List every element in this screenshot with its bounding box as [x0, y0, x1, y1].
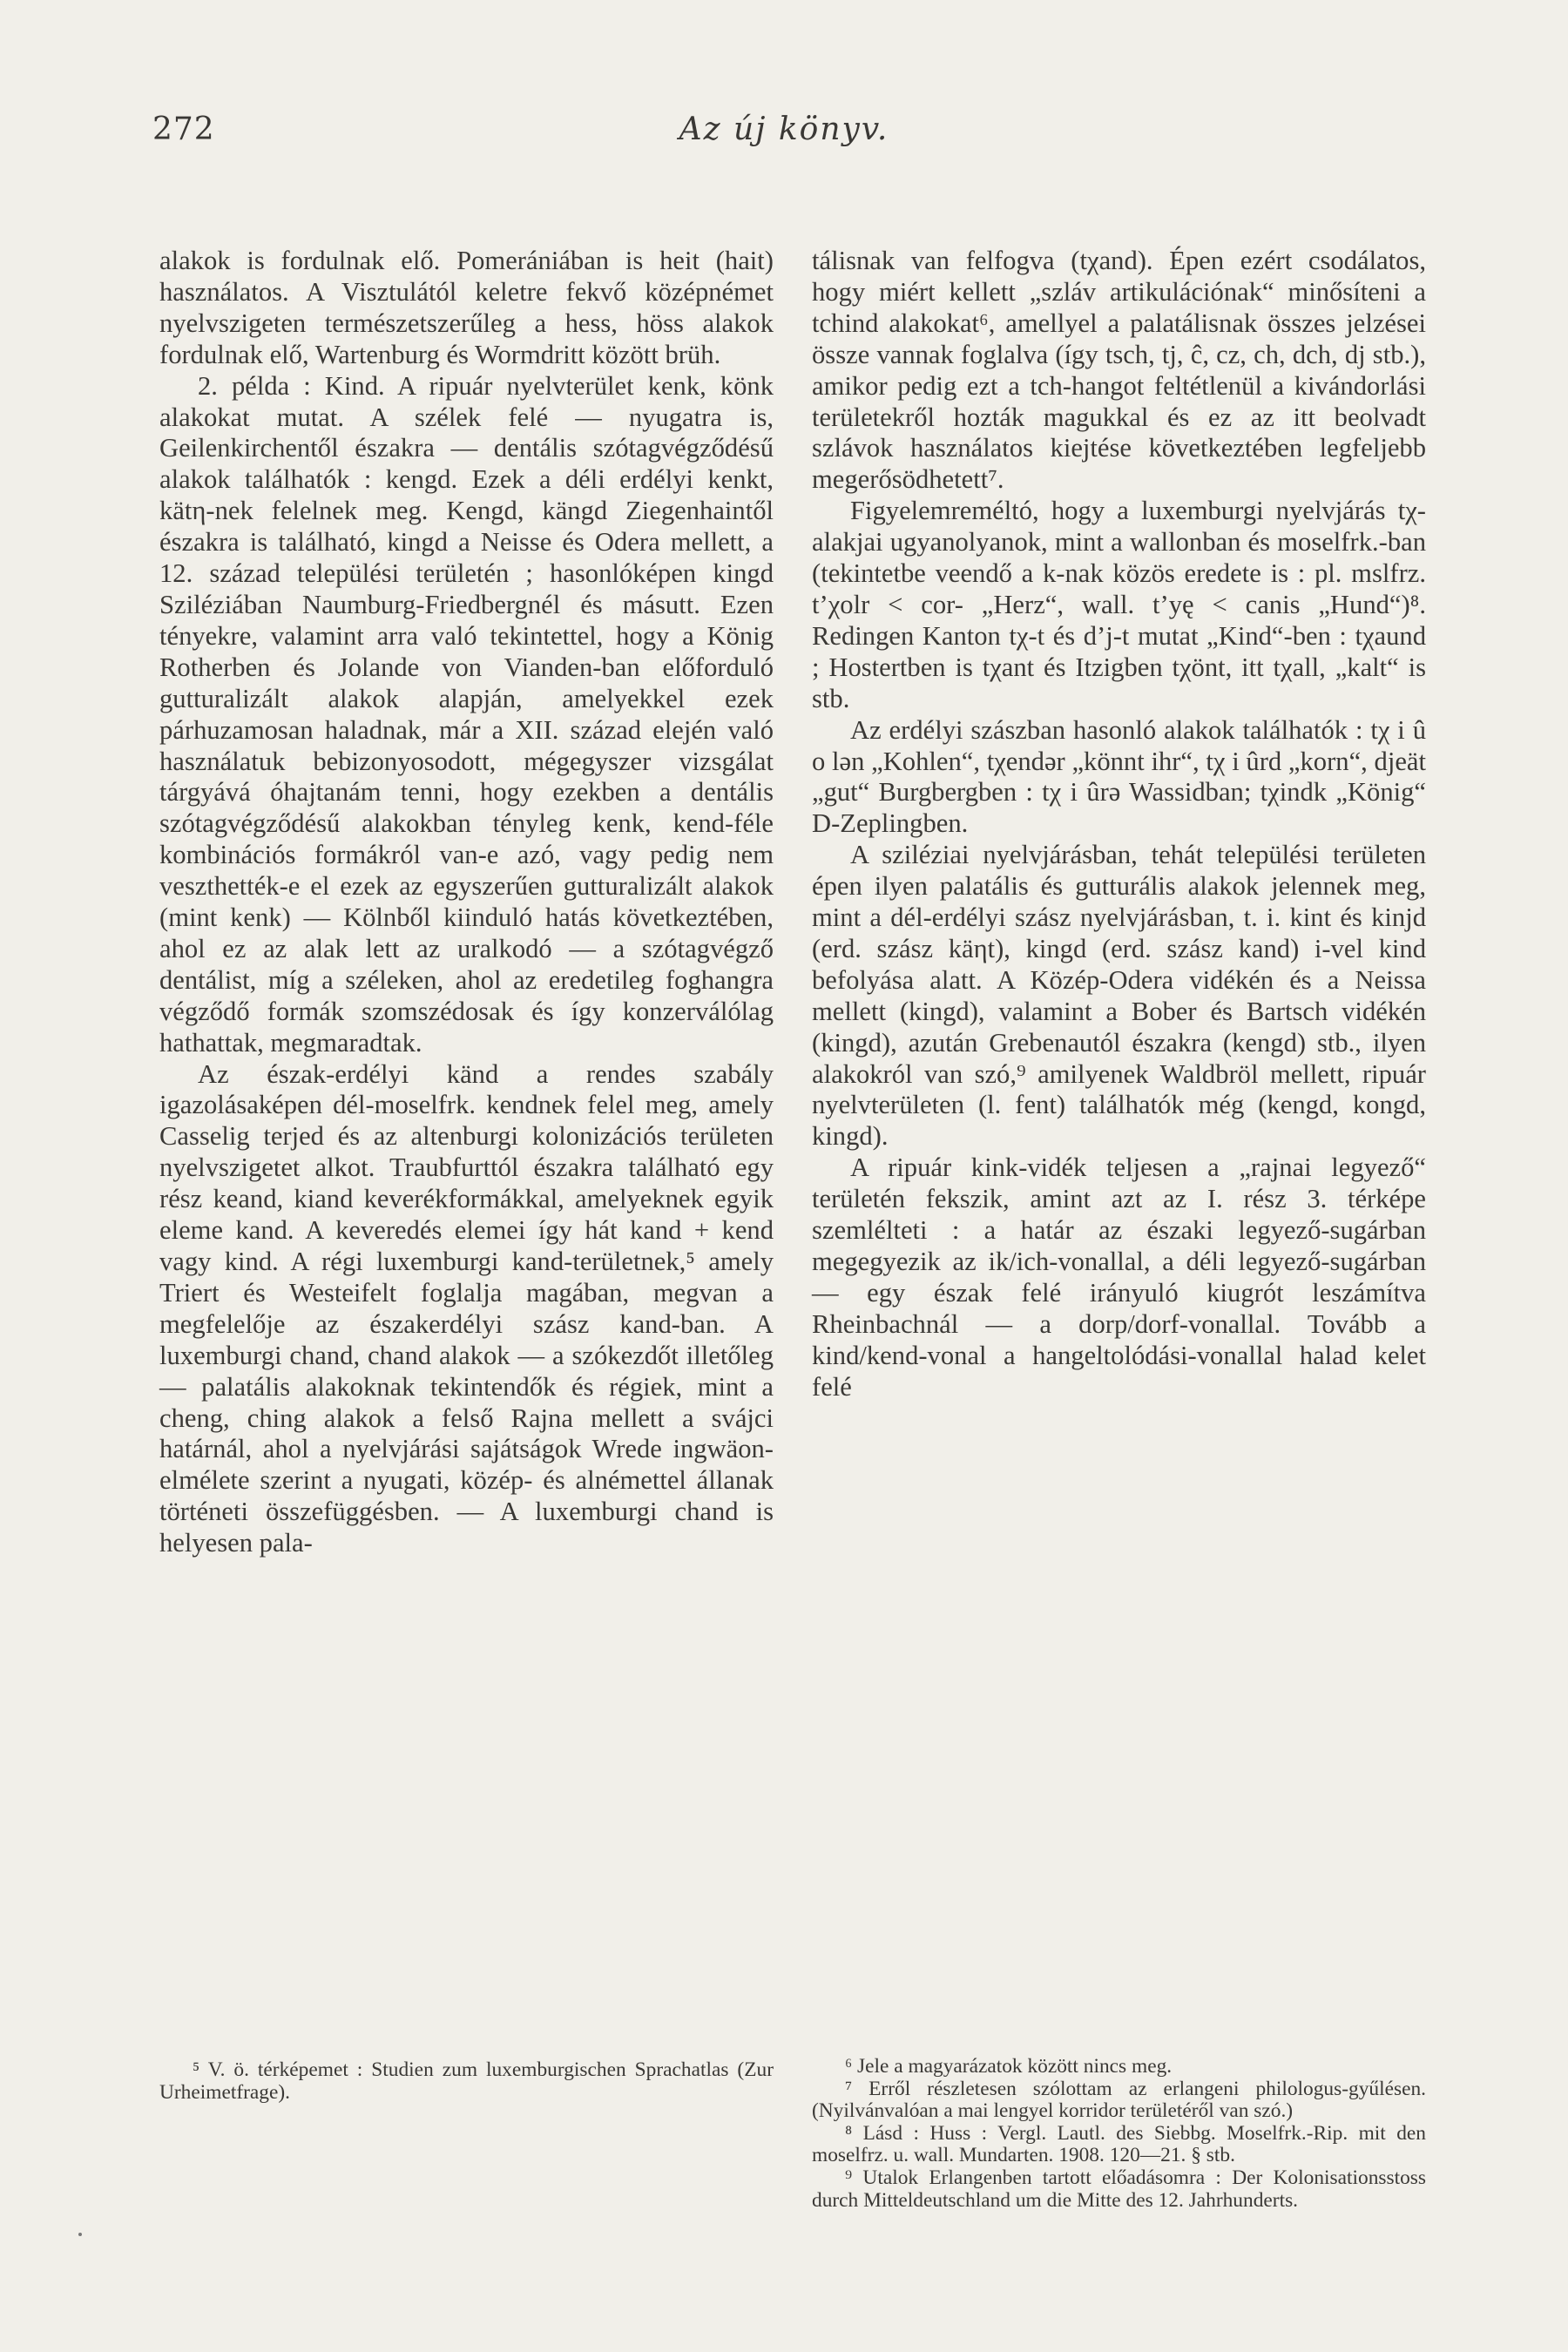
paragraph: alakok is fordulnak elő. Pomerániában is heit (hait) használatos. A Visztulától keletre fekvő középnémet nyelvszigeten természetszerűleg a hess, höss alakok fordulnak elő, Wartenburg és Wormdritt között brüh. — [159, 246, 774, 369]
page-number: 272 — [152, 112, 215, 147]
paragraph: Figyelemreméltó, hogy a luxemburgi nyelvjárás tχ-alakjai ugyanolyanok, mint a wallonban és moselfrk.-ban (tekintetbe veendő a k-nak közös eredete is : pl. mslfrz. t’χolr < cor- „Herz“, wall. t’yę < canis „Hund“)⁸. Redingen Kanton tχ-t és d’j-t mutat „Kind“-ben : tχaund ; Hostertben is tχant és Itzigben tχönt, itt tχall, „kalt“ is stb. — [812, 496, 1426, 713]
page-header — [152, 112, 1416, 155]
right-column — [812, 246, 1426, 1403]
paragraph: Az észak-erdélyi känd a rendes szabály igazolásaképen dél-moselfrk. kendnek felel meg, amely Casselig terjed és az altenburgi kolonizációs területen nyelvszigetet alkot. Traubfurttól északra található egy rész keand, kiand keverékformákkal, amelyeknek egyik eleme kand. A keveredés elemei így hát kand + kend vagy kind. A régi luxemburgi kand-területnek,⁵ amely Triert és Westeifelt foglalja magában, megvan a megfelelője az északerdélyi szász kand-ban. A luxemburgi chand, chand alakok — a szókezdőt illetőleg — palatális alakoknak tekintendők és régiek, mint a cheng, ching alakok a felső Rajna mellett a svájci határnál, ahol a nyelvjárási sajátságok Wrede ingwäon-elmélete szerint a nyugati, közép- és alnémettel állanak történeti összefüggésben. — A luxemburgi chand is helyesen pala- — [159, 1058, 774, 1558]
running-title: Az új könyv. — [679, 112, 889, 147]
paragraph: Az erdélyi szászban hasonló alakok találhatók : tχ i û o lən „Kohlen“, tχendər „könnt ihr“, tχ i ûrd „korn“, djeät „gut“ Burgbergben : tχ i ûrə Wassidban; tχindk „König“ D-Zeplingben. — [812, 714, 1426, 839]
footnote: ⁷ Erről részletesen szólottam az erlangeni philologus-gyűlésen. (Nyilvánvalóan a mai lengyel korridor területéről van szó.) — [812, 2077, 1426, 2123]
footnotes-right — [812, 2056, 1426, 2212]
paper-speck — [78, 2233, 82, 2236]
footnote: ⁵ V. ö. térképemet : Studien zum luxemburgischen Sprachatlas (Zur Urheimetfrage). — [159, 2058, 774, 2104]
footnote: ⁹ Utalok Erlangenben tartott előadásomra : Der Kolonisationsstoss durch Mitteldeutschland um die Mitte des 12. Jahrhunderts. — [812, 2166, 1426, 2212]
paragraph: 2. példa : Kind. A ripuár nyelvterület kenk, könk alakokat mutat. A szélek felé — nyugatra is, Geilenkirchentől északra — dentális szótagvégződésű alakok találhatók : kengd. Ezek a déli erdélyi kenkt, kätη-nek felelnek meg. Kengd, kängd Ziegenhaintől északra is található, kingd a Neisse és Odera mellett, a 12. század települési területén ; hasonlóképen kingd Sziléziában Naumburg-Friedbergnél és másutt. Ezen tényekre, valamint arra való tekintettel, hogy a König Rotherben és Jolande von Vianden-ban előforduló gutturalizált alakok alapján, amelyekkel ezek párhuzamosan haladnak, már a XII. század elején való használatuk bebizonyosodott, mégegyszer vizsgálat tárgyává óhajtanám tenni, hogy ezekben a dentális szótagvégződésű alakokban tényleg kenk, kend-féle kombinációs formákról van-e azó, vagy pedig nem veszthették-e el ezek az egyszerűen gutturalizált alakok (mint kenk) — Kölnből kiinduló hatás következtében, ahol ez az alak lett az uralkodó — a szótagvégző dentálist, míg a széleken, ahol az eredetileg foghangra végződő formák szomszédosak és így konzerválólag hathattak, megmaradtak. — [159, 370, 774, 1058]
paragraph: tálisnak van felfogva (tχand). Épen ezért csodálatos, hogy miért kellett „szláv artikulációnak“ minősíteni a tchind alakokat⁶, amellyel a palatálisnak összes jelzései össze vannak foglalva (így tsch, tj, ĉ, cz, ch, dch, dj stb.), amikor pedig ezt a tch-hangot feltétlenül a kivándorlási területekről hozták magukkal és ez az itt beolvadt szlávok használatos kiejtése következtében legfeljebb megerősödhetett⁷. — [812, 246, 1426, 495]
paragraph: A ripuár kink-vidék teljesen a „rajnai legyező“ területén fekszik, amint azt az I. rész 3. térképe szemlélteti : a határ az északi legyező-sugárban megegyezik az ik/ich-vonallal, a déli legyező-sugárban — egy észak felé irányuló kiugrót leszámítva Rheinbachnál — a dorp/dorf-vonallal. Tovább a kind/kend-vonal a hangeltolódási-vonallal halad kelet felé — [812, 1152, 1426, 1402]
footnote: ⁸ Lásd : Huss : Vergl. Lautl. des Siebbg. Moselfrk.-Rip. mit den moselfrz. u. wall. Mundarten. 1908. 120—21. § stb. — [812, 2121, 1426, 2167]
paragraph: A sziléziai nyelvjárásban, tehát települési területen épen ilyen palatális és gutturális alakok jelennek meg, mint a dél-erdélyi szász nyelvjárásban, t. i. kint és kinjd (erd. szász käηt), kingd (erd. szász kand) i-vel kind befolyása alatt. A Közép-Odera vidékén és a Neissa mellett (kingd), valamint a Bober és Bartsch vidékén (kingd), azután Grebenautól északra (kengd) stb., ilyen alakokról van szó,⁹ amilyenek Waldbröl mellett, ripuár nyelvterületen (l. fent) találhatók még (kengd, kongd, kingd). — [812, 840, 1426, 1152]
footnote: ⁶ Jele a magyarázatok között nincs meg. — [845, 2055, 1173, 2078]
footnotes-left — [159, 2059, 774, 2104]
left-column — [159, 246, 774, 1559]
